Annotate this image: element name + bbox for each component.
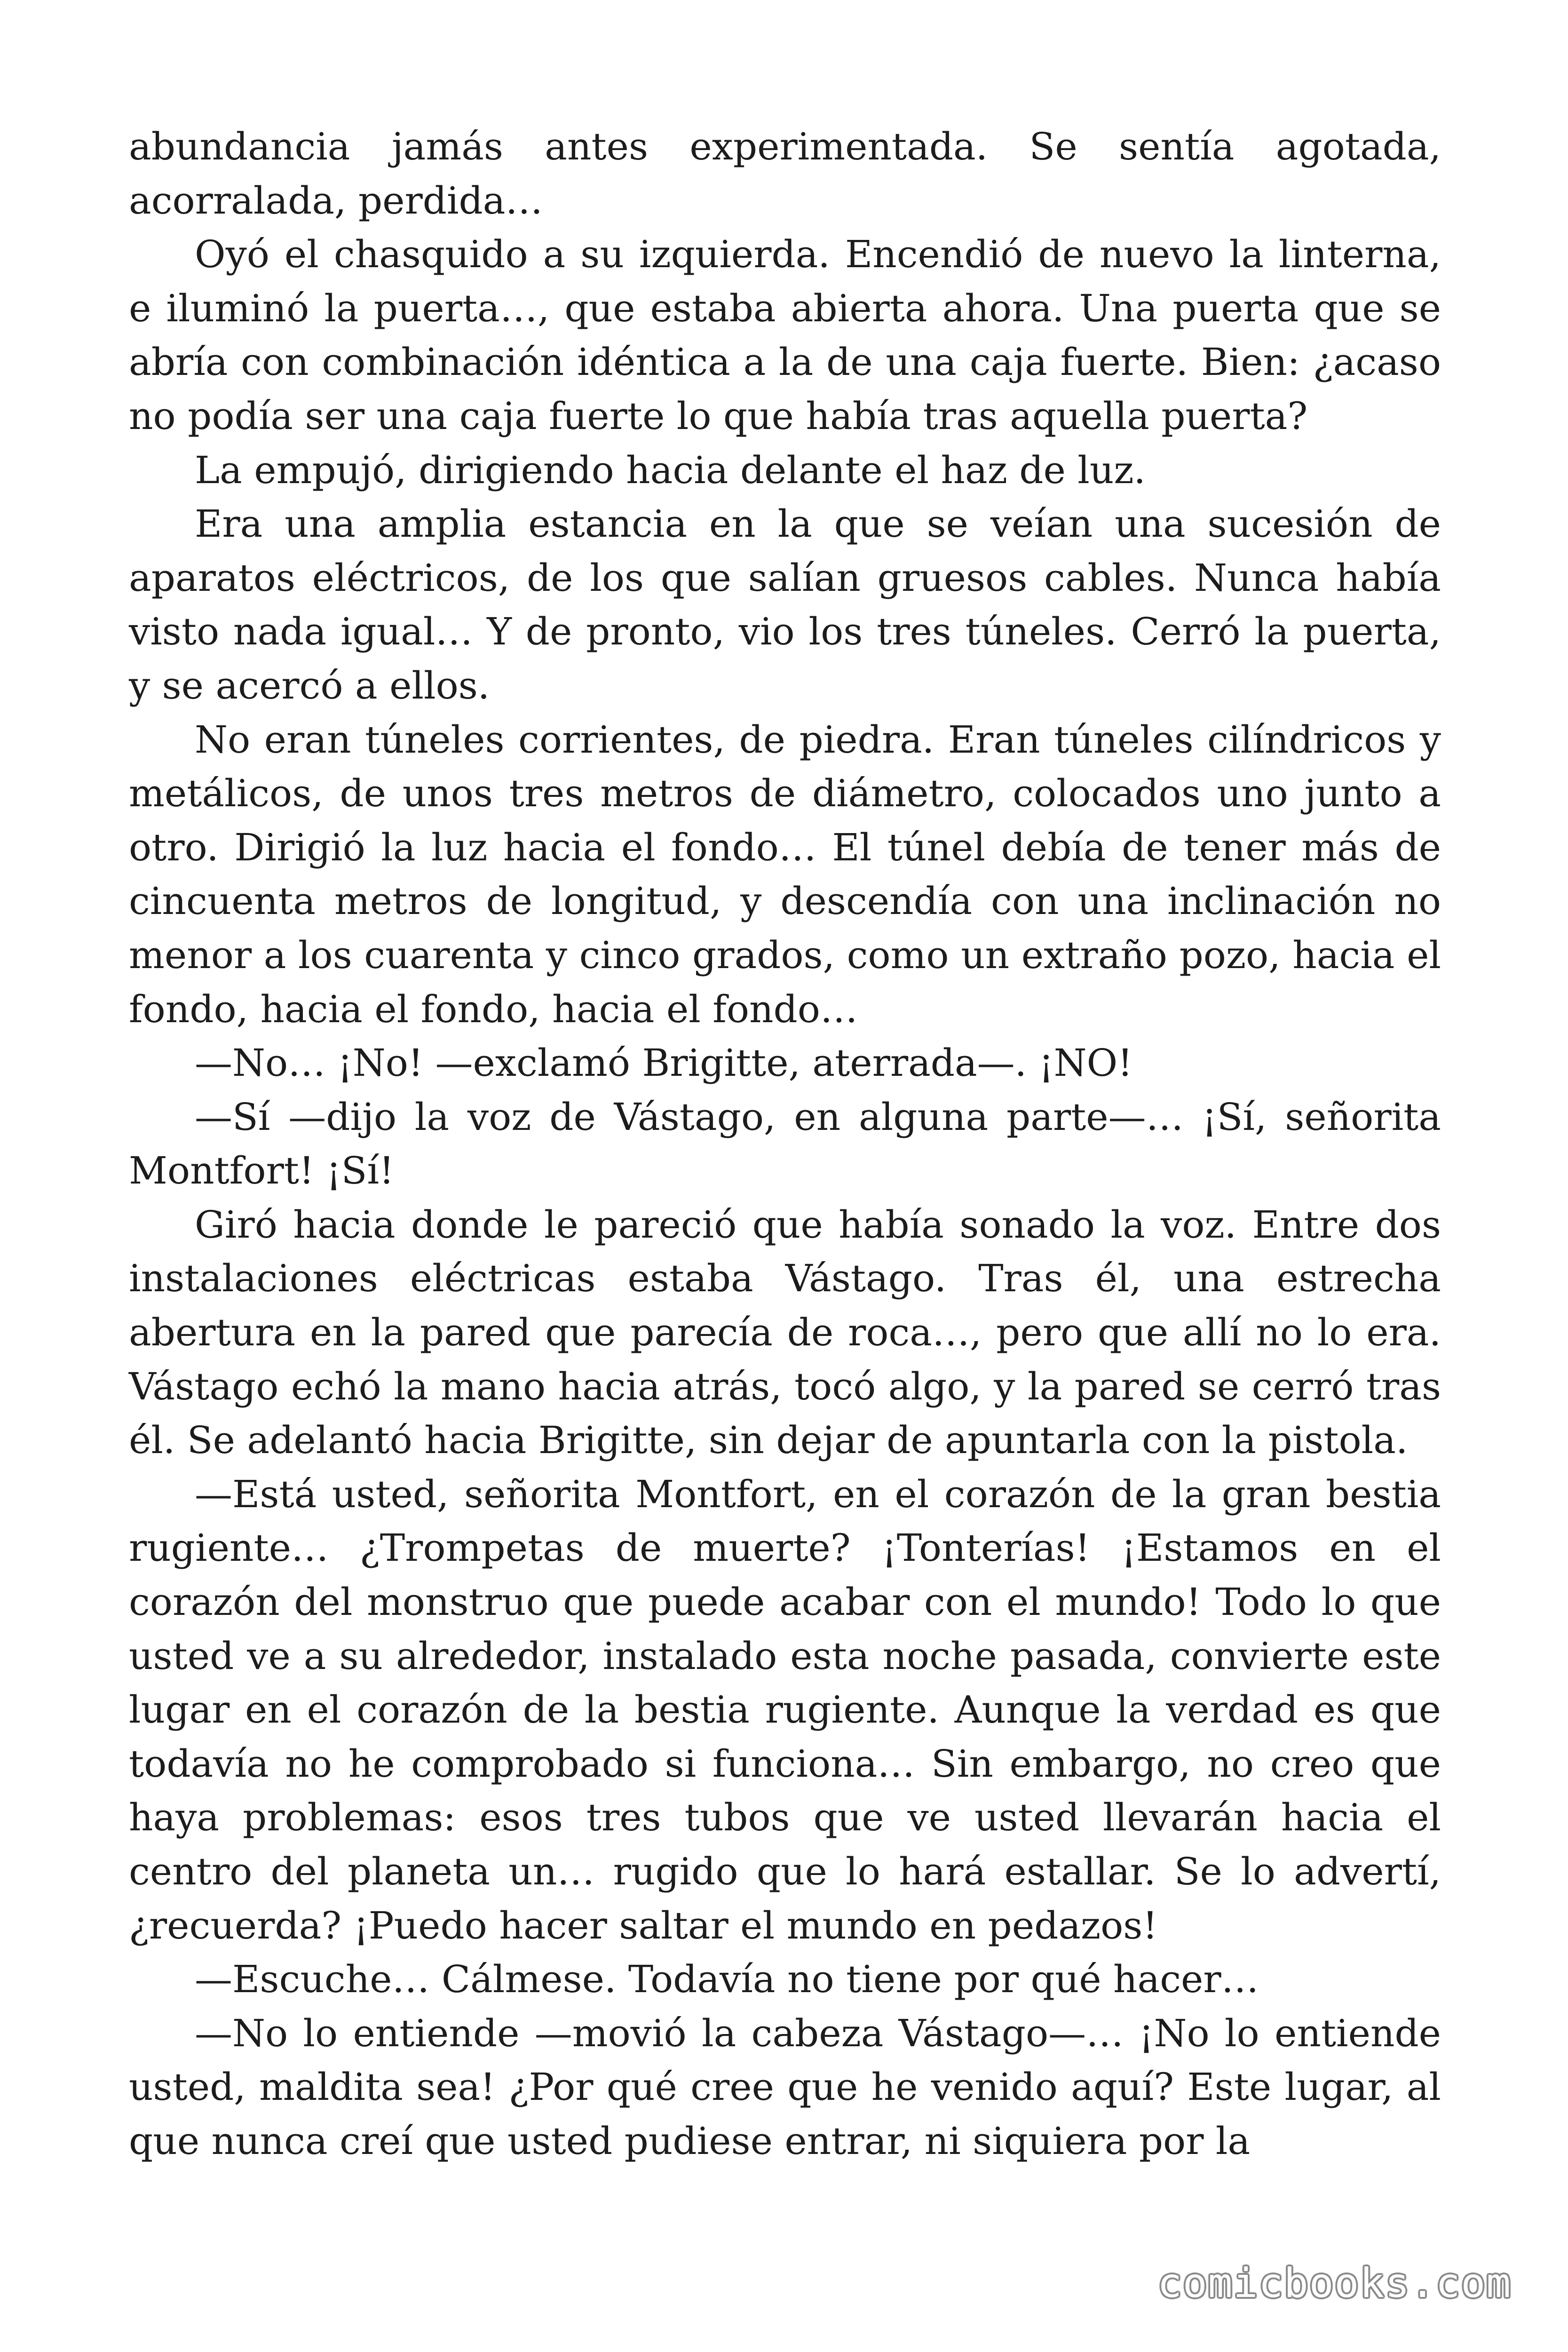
dialogue-paragraph: —Sí —dijo la voz de Vástago, en alguna parte—… ¡Sí, señorita Montfort! ¡Sí! — [129, 1095, 1441, 1193]
paragraph: Era una amplia estancia en la que se veían una sucesión de aparatos eléctricos, de los que salían gruesos cables. Nunca había visto nada igual… Y de pronto, vio los tres túneles. Cerró la puerta, y se acercó a ellos. — [129, 502, 1441, 707]
dialogue-paragraph: —No… ¡No! —exclamó Brigitte, aterrada—. ¡NO! — [195, 1041, 1133, 1085]
body-text — [129, 120, 1441, 2169]
paragraph: No eran túneles corrientes, de piedra. Eran túneles cilíndricos y metálicos, de unos tres metros de diámetro, colocados uno junto a otro. Dirigió la luz hacia el fondo… El túnel debía de tener más de cincuenta metros de longitud, y descendía con una inclinación no menor a los cuarenta y cinco grados, como un extraño pozo, hacia el fondo, hacia el fondo, hacia el fondo… — [129, 717, 1441, 1031]
watermark-logo: comicbooks.com — [1157, 2260, 1512, 2307]
paragraph-continuation: abundancia jamás antes experimentada. Se sentía agotada, acorralada, perdida… — [129, 125, 1441, 222]
dialogue-paragraph: —No lo entiende —movió la cabeza Vástago—… ¡No lo entiende usted, maldita sea! ¿Por qué cree que he venido aquí? Este lugar, al que nunca creí que usted pudiese entrar, ni siquiera por la — [129, 2011, 1441, 2163]
dialogue-paragraph: —Escuche… Cálmese. Todavía no tiene por qué hacer… — [195, 1957, 1259, 2002]
dialogue-paragraph: —Está usted, señorita Montfort, en el corazón de la gran bestia rugiente… ¿Trompetas de muerte? ¡Tonterías! ¡Estamos en el corazón del monstruo que puede acabar con el mundo! Todo lo que usted ve a su alrededor, instalado esta noche pasada, convierte este lugar en el corazón de la bestia rugiente. Aunque la verdad es que todavía no he comprobado si funciona… Sin embargo, no creo que haya problemas: esos tres tubos que ve usted llevarán hacia el centro del planeta un… rugido que lo hará estallar. Se lo advertí, ¿recuerda? ¡Puedo hacer saltar el mundo en pedazos! — [129, 1472, 1441, 1947]
paragraph: Giró hacia donde le pareció que había sonado la voz. Entre dos instalaciones eléctricas estaba Vástago. Tras él, una estrecha abertura en la pared que parecía de roca…, pero que allí no lo era. Vástago echó la mano hacia atrás, tocó algo, y la pared se cerró tras él. Se adelantó hacia Brigitte, sin dejar de apuntarla con la pistola. — [129, 1202, 1441, 1462]
paragraph: La empujó, dirigiendo hacia delante el haz de luz. — [195, 448, 1146, 492]
paragraph: Oyó el chasquido a su izquierda. Encendió de nuevo la linterna, e iluminó la puerta…, que estaba abierta ahora. Una puerta que se abría con combinación idéntica a la de una caja fuerte. Bien: ¿acaso no podía ser una caja fuerte lo que había tras aquella puerta? — [129, 232, 1441, 438]
